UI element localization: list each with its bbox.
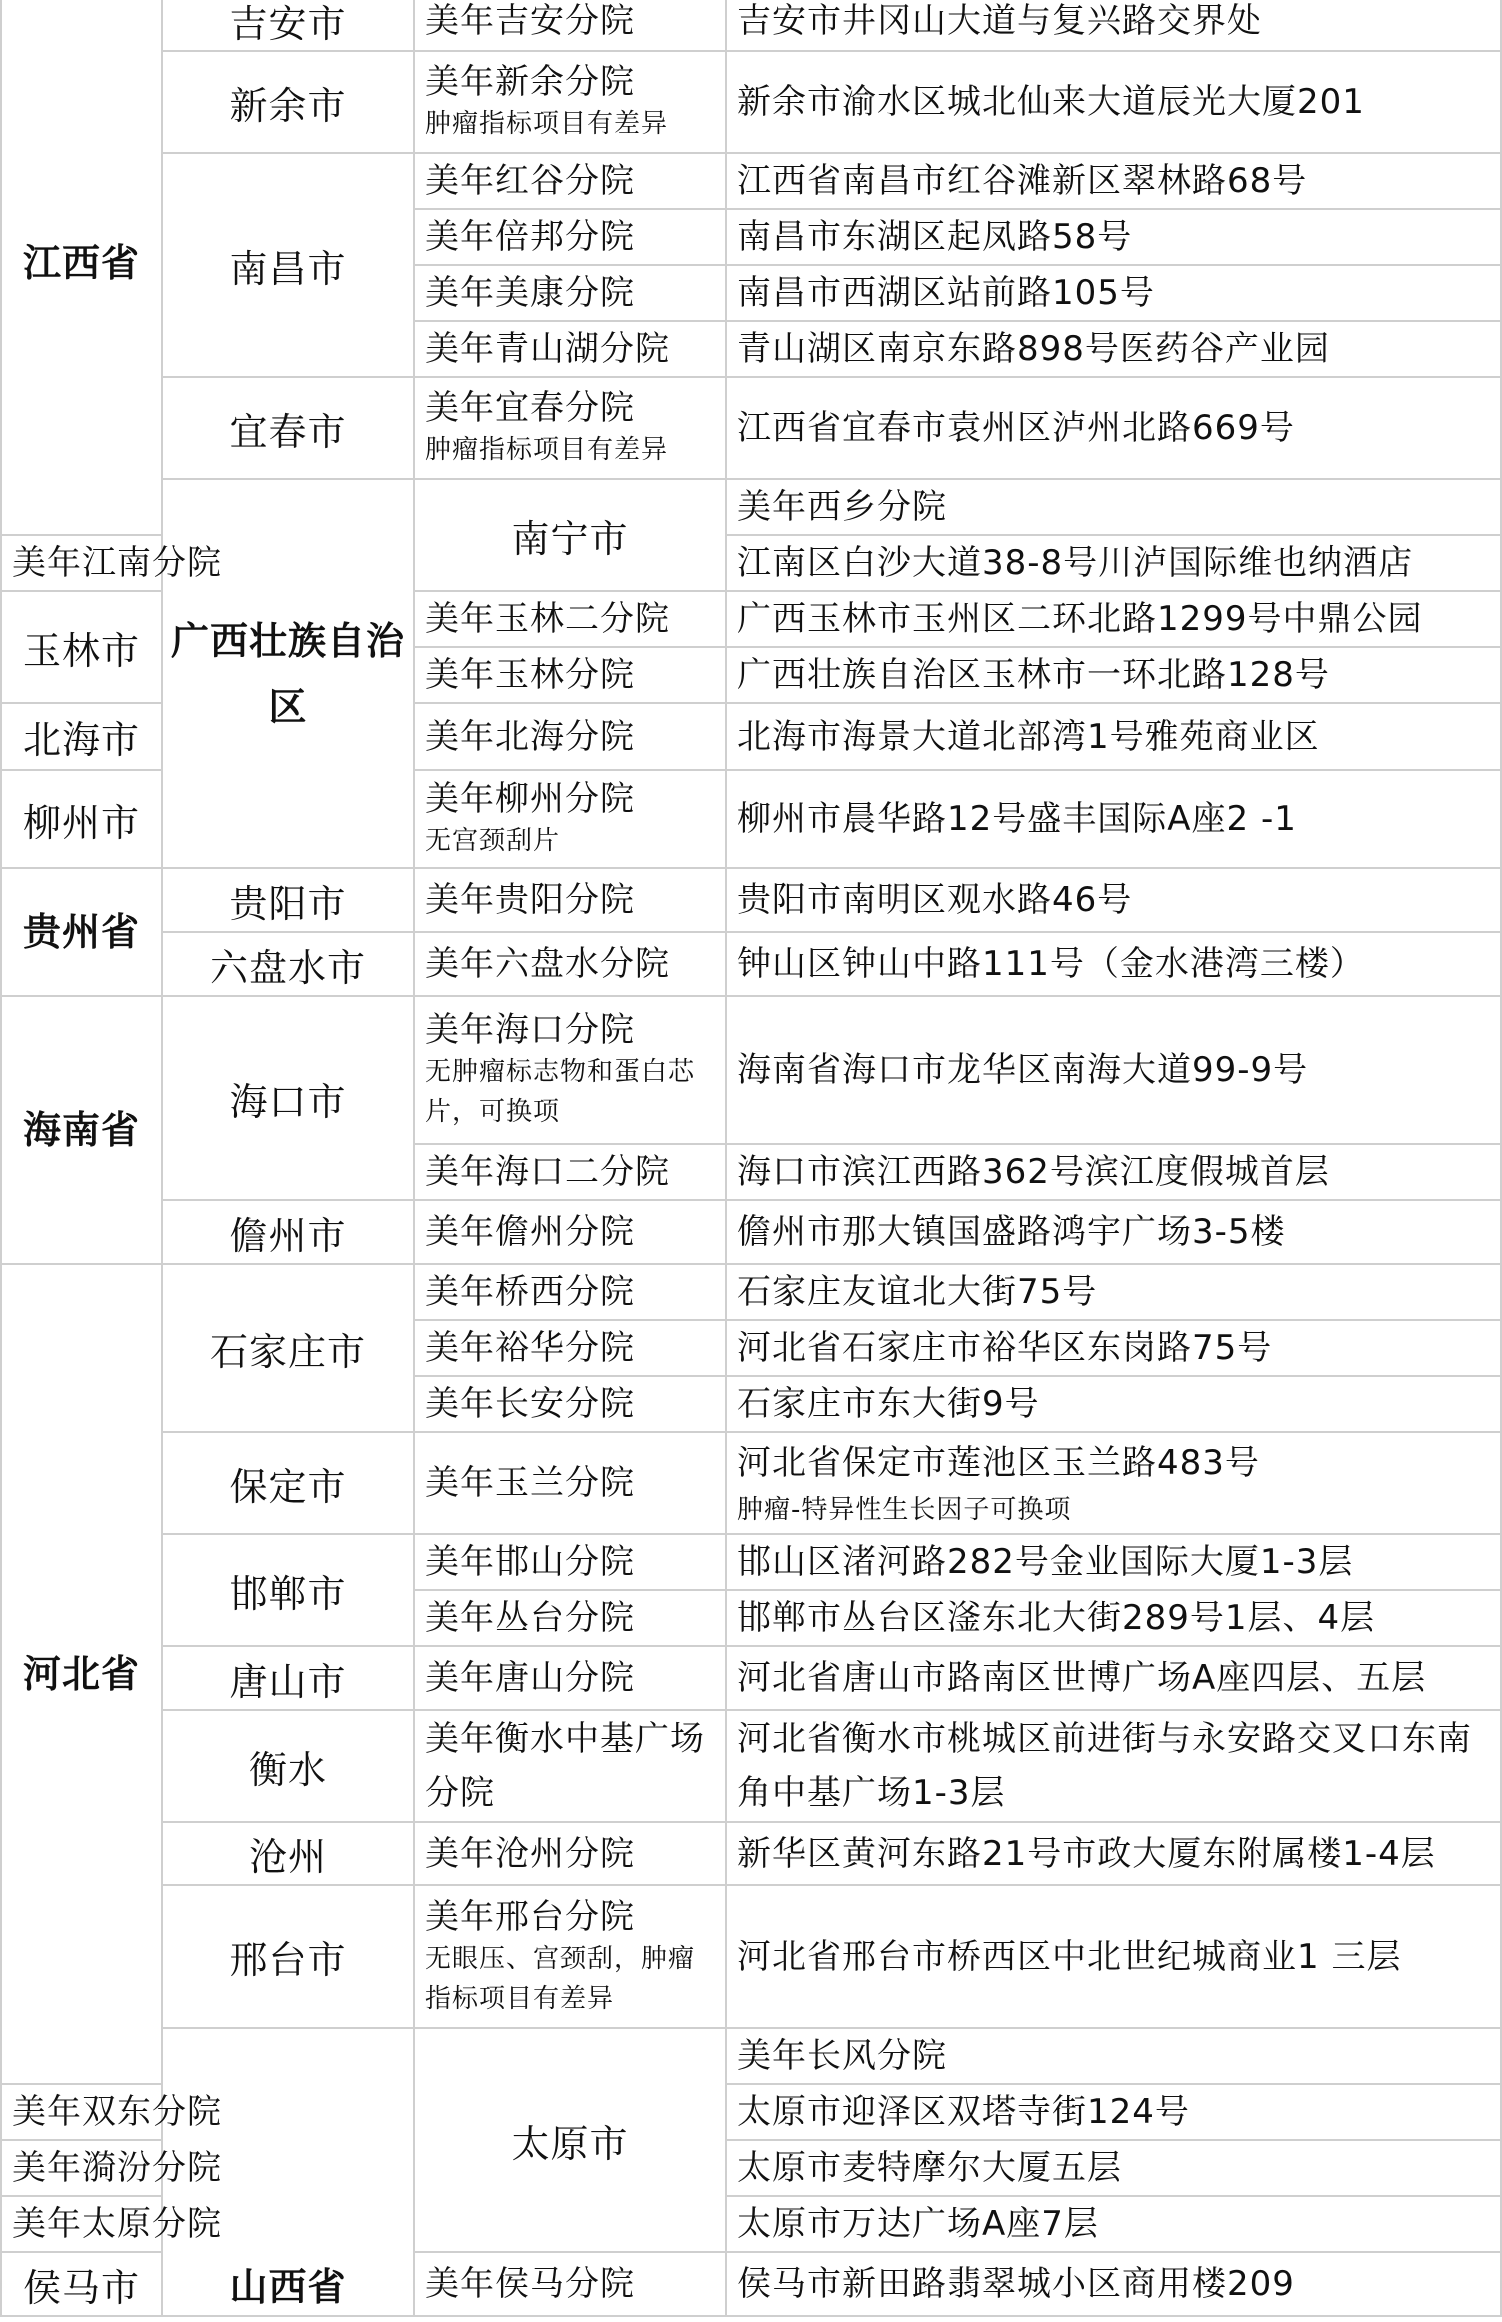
- table-row: [1, 1200, 1501, 1264]
- city-cell: 海口市: [162, 996, 414, 1200]
- branch-cell: [414, 321, 726, 377]
- branch-cell: [414, 1320, 726, 1376]
- city-cell: 吉安市: [162, 0, 414, 51]
- branch-cell: [414, 1264, 726, 1320]
- branch-name: 美年漪汾分院: [12, 2148, 222, 2188]
- table-row: [1, 1534, 1501, 1590]
- city-cell: 衡水: [162, 1710, 414, 1822]
- branch-name: 美年长风分院: [737, 2036, 947, 2076]
- address-cell: 广西玉林市玉州区二环北路1299号中鼎公园: [726, 591, 1501, 647]
- branch-name: 美年北海分院: [425, 716, 635, 757]
- branch-cell: [414, 1590, 726, 1646]
- branch-name: 美年贵阳分院: [425, 880, 635, 920]
- table-row: [1, 1822, 1501, 1885]
- table-row: [1, 479, 1501, 535]
- address-text: 河北省保定市莲池区玉兰路483号: [737, 1443, 1260, 1483]
- branch-name: 美年侯马分院: [425, 2264, 635, 2304]
- branch-name: 美年桥西分院: [425, 1272, 635, 1312]
- city-cell: 侯马市: [1, 2252, 162, 2316]
- address-cell: 太原市万达广场A座7层: [726, 2196, 1501, 2252]
- branch-cell: [414, 770, 726, 868]
- table-row: [1, 1646, 1501, 1710]
- branch-name: 美年吉安分院: [425, 0, 635, 41]
- province-cell: 海南省: [1, 996, 162, 1264]
- branch-cell: [414, 377, 726, 479]
- city-cell: 贵阳市: [162, 868, 414, 932]
- address-cell: 钟山区钟山中路111号（金水港湾三楼）: [726, 932, 1501, 996]
- branch-cell: [414, 647, 726, 703]
- city-cell: 玉林市: [1, 591, 162, 703]
- city-cell: 六盘水市: [162, 932, 414, 996]
- province-cell: 山西省: [162, 2028, 414, 2316]
- city-cell: 邢台市: [162, 1885, 414, 2028]
- city-cell: 唐山市: [162, 1646, 414, 1710]
- branch-name: 美年江南分院: [12, 543, 222, 583]
- branch-name: 美年宜春分院: [425, 388, 635, 428]
- branch-note: 无宫颈刮片: [425, 826, 561, 856]
- branch-cell: [414, 1646, 726, 1710]
- branch-cell: [1, 2196, 222, 2252]
- table-row: [1, 1885, 1501, 2028]
- branch-name: 美年儋州分院: [425, 1212, 635, 1252]
- table-row: [1, 1710, 1501, 1822]
- province-cell: 广西壮族自治区: [162, 479, 414, 868]
- branch-name: 美年柳州分院: [425, 779, 635, 819]
- address-cell: 邯郸市丛台区滏东北大街289号1层、4层: [726, 1590, 1501, 1646]
- branch-cell: [414, 209, 726, 265]
- address-cell: 南昌市东湖区起凤路58号: [726, 209, 1501, 265]
- branch-name: 美年美康分院: [425, 273, 635, 313]
- branch-name: 美年新余分院: [425, 62, 635, 102]
- branch-name: 美年沧州分院: [425, 1833, 635, 1874]
- branch-name: 美年长安分院: [425, 1384, 635, 1424]
- branch-cell: [1, 2084, 222, 2140]
- address-cell: 侯马市新田路翡翠城小区商用楼209: [726, 2252, 1501, 2316]
- branch-cell: [726, 479, 1501, 535]
- branch-name: 美年邯山分院: [425, 1542, 635, 1582]
- branch-cell: [414, 0, 726, 51]
- branch-name: 美年裕华分院: [425, 1328, 635, 1368]
- address-cell: 太原市迎泽区双塔寺街124号: [726, 2084, 1501, 2140]
- address-cell: 新余市渝水区城北仙来大道辰光大厦201: [726, 51, 1501, 153]
- branch-cell: [414, 1710, 726, 1822]
- branch-cell: [726, 2028, 1501, 2084]
- address-cell: 柳州市晨华路12号盛丰国际A座2 -1: [726, 770, 1501, 868]
- city-cell: 沧州: [162, 1822, 414, 1885]
- branch-cell: [414, 51, 726, 153]
- province-cell: 贵州省: [1, 868, 162, 996]
- branch-name: 美年红谷分院: [425, 161, 635, 201]
- city-cell: 宜春市: [162, 377, 414, 479]
- branch-name: 美年玉林分院: [425, 655, 635, 695]
- branch-name: 美年玉兰分院: [425, 1463, 635, 1503]
- address-cell: 儋州市那大镇国盛路鸿宇广场3-5楼: [726, 1200, 1501, 1264]
- table-row: [1, 932, 1501, 996]
- branch-name: 美年倍邦分院: [425, 217, 635, 257]
- table-row: [1, 868, 1501, 932]
- table-row: [1, 51, 1501, 153]
- table-row: [1, 1264, 1501, 1320]
- branch-name: 美年海口二分院: [425, 1152, 670, 1192]
- table-row: [1, 2028, 1501, 2084]
- address-cell: 河北省衡水市桃城区前进街与永安路交叉口东南角中基广场1-3层: [726, 1710, 1501, 1822]
- branch-note: 肿瘤指标项目有差异: [425, 109, 669, 139]
- branch-name: 美年玉林二分院: [425, 599, 670, 639]
- address-cell: 广西壮族自治区玉林市一环北路128号: [726, 647, 1501, 703]
- city-cell: 石家庄市: [162, 1264, 414, 1432]
- branch-cell: [414, 1432, 726, 1534]
- branch-note: 肿瘤指标项目有差异: [425, 435, 669, 465]
- branch-cell: [414, 1885, 726, 2028]
- branch-name: 美年青山湖分院: [425, 329, 670, 369]
- table-row: [1, 1432, 1501, 1534]
- address-cell: [726, 1432, 1501, 1534]
- province-cell: 江西省: [1, 0, 162, 535]
- address-cell: 太原市麦特摩尔大厦五层: [726, 2140, 1501, 2196]
- branch-name: 美年唐山分院: [425, 1658, 635, 1698]
- address-cell: 邯山区渚河路282号金业国际大厦1-3层: [726, 1534, 1501, 1590]
- branch-cell: [414, 996, 726, 1144]
- address-cell: 河北省邢台市桥西区中北世纪城商业1 三层: [726, 1885, 1501, 2028]
- city-cell: 保定市: [162, 1432, 414, 1534]
- branch-name: 美年衡水中基广场分院: [425, 1719, 705, 1813]
- branch-name: 美年六盘水分院: [425, 944, 670, 984]
- address-cell: 江南区白沙大道38-8号川泸国际维也纳酒店: [726, 535, 1501, 591]
- address-cell: 石家庄友谊北大街75号: [726, 1264, 1501, 1320]
- branch-cell: [1, 2140, 222, 2196]
- table-row: [1, 377, 1501, 479]
- branch-cell: [1, 535, 222, 591]
- branch-cell: [414, 932, 726, 996]
- branch-name: 美年太原分院: [12, 2204, 222, 2244]
- city-cell: 南宁市: [414, 479, 726, 591]
- branch-cell: [414, 703, 726, 770]
- city-cell: 柳州市: [1, 770, 162, 868]
- address-cell: 河北省唐山市路南区世博广场A座四层、五层: [726, 1646, 1501, 1710]
- address-note: 肿瘤-特异性生长因子可换项: [737, 1495, 1072, 1525]
- branch-name: 美年双东分院: [12, 2092, 222, 2132]
- address-cell: 海南省海口市龙华区南海大道99-9号: [726, 996, 1501, 1144]
- branch-cell: [414, 1534, 726, 1590]
- branch-name: 美年邢台分院: [425, 1896, 635, 1937]
- branch-cell: [414, 1144, 726, 1200]
- address-cell: 吉安市井冈山大道与复兴路交界处: [726, 0, 1501, 51]
- address-cell: 新华区黄河东路21号市政大厦东附属楼1-4层: [726, 1822, 1501, 1885]
- branch-cell: [414, 2252, 726, 2316]
- table-row: [1, 153, 1501, 209]
- branch-cell: [414, 1376, 726, 1432]
- province-cell: 河北省: [1, 1264, 162, 2084]
- branch-cell: [414, 1200, 726, 1264]
- city-cell: 儋州市: [162, 1200, 414, 1264]
- table-row: [1, 0, 1501, 51]
- address-cell: 江西省南昌市红谷滩新区翠林路68号: [726, 153, 1501, 209]
- address-cell: 北海市海景大道北部湾1号雅苑商业区: [726, 703, 1501, 770]
- city-cell: 南昌市: [162, 153, 414, 377]
- branch-name: 美年西乡分院: [737, 487, 947, 527]
- address-cell: 南昌市西湖区站前路105号: [726, 265, 1501, 321]
- address-cell: 海口市滨江西路362号滨江度假城首层: [726, 1144, 1501, 1200]
- branch-cell: [414, 868, 726, 932]
- branch-note: 无肿瘤标志物和蛋白芯片，可换项: [425, 1057, 696, 1127]
- city-cell: 太原市: [414, 2028, 726, 2252]
- branch-cell: [414, 591, 726, 647]
- address-cell: 江西省宜春市袁州区泸州北路669号: [726, 377, 1501, 479]
- table-row: [1, 996, 1501, 1144]
- address-cell: 河北省石家庄市裕华区东岗路75号: [726, 1320, 1501, 1376]
- city-cell: 邯郸市: [162, 1534, 414, 1646]
- city-cell: 北海市: [1, 703, 162, 770]
- branch-name: 美年海口分院: [425, 1010, 635, 1050]
- address-cell: 石家庄市东大街9号: [726, 1376, 1501, 1432]
- branch-cell: [414, 153, 726, 209]
- address-cell: 贵阳市南明区观水路46号: [726, 868, 1501, 932]
- city-cell: 新余市: [162, 51, 414, 153]
- address-cell: 青山湖区南京东路898号医药谷产业园: [726, 321, 1501, 377]
- branch-note: 无眼压、宫颈刮，肿瘤指标项目有差异: [425, 1943, 696, 2014]
- branch-cell: [414, 1822, 726, 1885]
- branch-cell: [414, 265, 726, 321]
- branch-name: 美年丛台分院: [425, 1598, 635, 1638]
